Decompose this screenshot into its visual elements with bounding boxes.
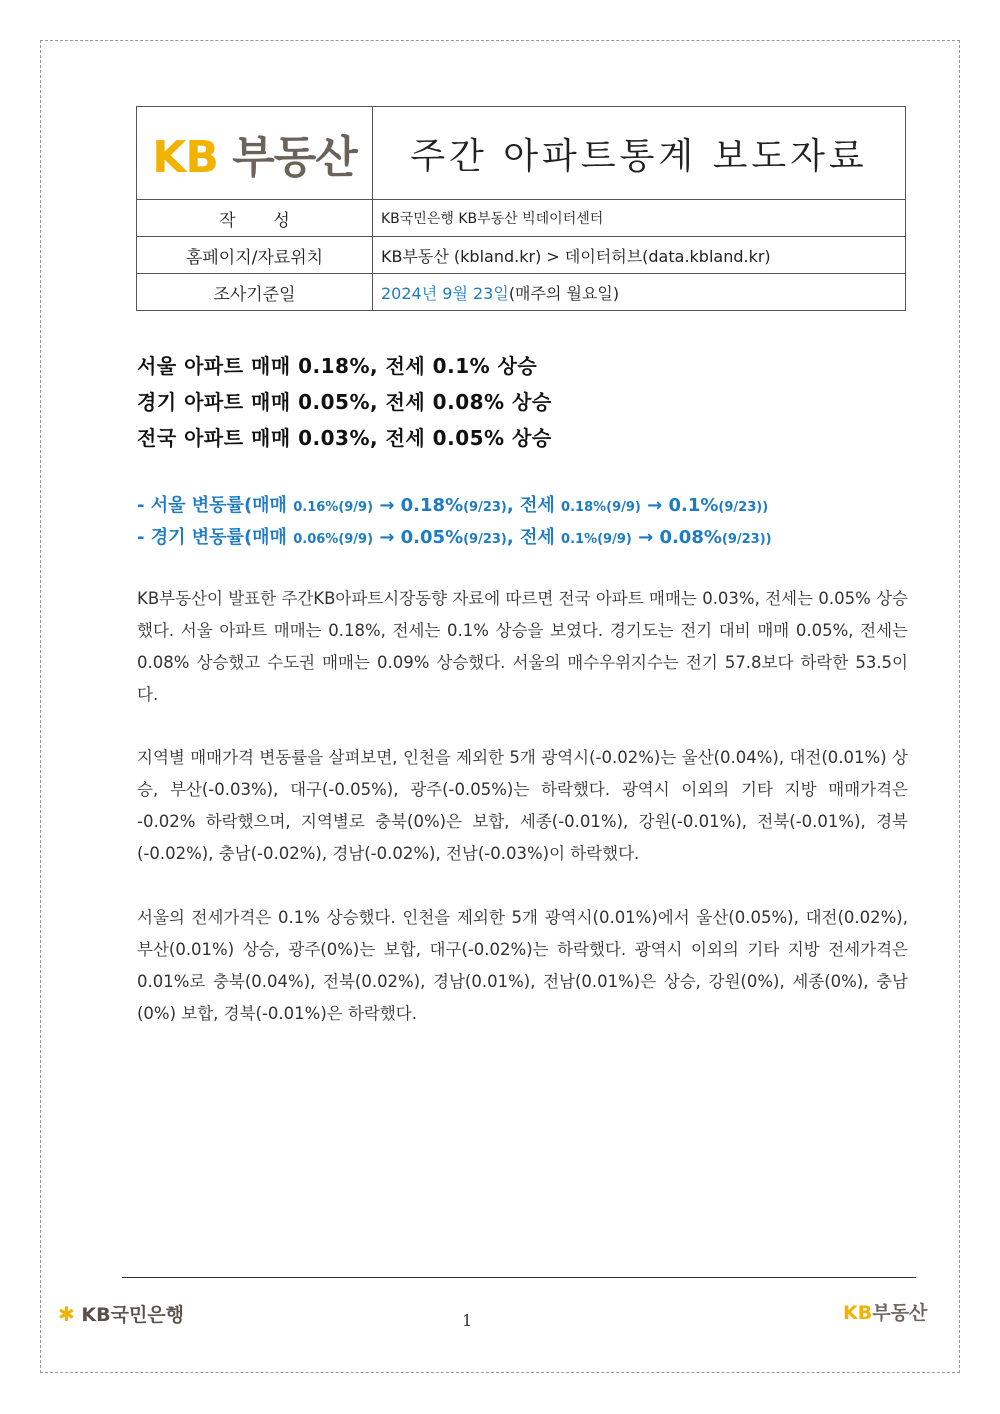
sub-gyeonggi-change: - 경기 변동률(매매 0.06%(9/9) → 0.05%(9/23), 전세 0.1%(9/9) → 0.08%(9/23)) (137, 527, 772, 548)
homepage-value: KB부동산 (kbland.kr) > 데이터허브(data.kbland.kr) (373, 237, 906, 274)
survey-date-note: (매주의 월요일) (508, 283, 620, 303)
logo-name: 부동산 (232, 132, 357, 183)
document-title: 주간 아파트통계 보도자료 (373, 107, 906, 200)
paragraph-jeonse: 서울의 전세가격은 0.1% 상승했다. 인천을 제외한 5개 광역시(0.01%)에서 울산(0.05%), 대전(0.02%), 부산(0.01%) 상승, 광주(0%)는 보합, 대구(-0.02%)는 하락했다. 광역시 이외의 기타 지방 전세가격은 0.01%로 충북(0.04%), 전북(0.02%), 경남(0.01%), 전남(0.01%)은 상승, 강원(0%), 세종(0%), 충남(0%) 보합, 경북(-0.01%)은 하락했다. (137, 908, 908, 1023)
kb-budongsan-logo (137, 107, 373, 200)
kb-star-icon: ✱ (58, 1302, 75, 1326)
headline-national: 전국 아파트 매매 0.03%, 전세 0.05% 상승 (137, 426, 552, 450)
footer-divider (122, 1277, 916, 1278)
kb-bank-logo: ✱ KB국민은행 (58, 1302, 185, 1326)
footer-budongsan-logo: KB부동산 (843, 1302, 928, 1324)
page-number: 1 (462, 1311, 473, 1330)
sub-seoul-change: - 서울 변동률(매매 0.16%(9/9) → 0.18%(9/23), 전세 0.18%(9/9) → 0.1%(9/23)) (137, 495, 769, 516)
paragraph-sale-by-region: 지역별 매매가격 변동률을 살펴보면, 인천을 제외한 5개 광역시(-0.02%)는 울산(0.04%), 대전(0.01%) 상승, 부산(-0.03%), 대구(-0.05%), 광주(-0.05%)는 하락했다. 광역시 이외의 기타 지방 매매가격은 -0.02% 하락했으며, 지역별로 충북(0%)은 보합, 세종(-0.01%), 강원(-0.01%), 전북(-0.01%), 경북(-0.02%), 충남(-0.02%), 경남(-0.02%), 전남(-0.03%)이 하락했다. (137, 748, 908, 863)
survey-date-label: 조사기준일 (137, 274, 373, 311)
homepage-label: 홈페이지/자료위치 (137, 237, 373, 274)
survey-date-value (373, 274, 906, 311)
logo-kb: KB (152, 132, 218, 183)
headline-seoul: 서울 아파트 매매 0.18%, 전세 0.1% 상승 (137, 354, 538, 378)
paragraph-summary: KB부동산이 발표한 주간KB아파트시장동향 자료에 따르면 전국 아파트 매매는 0.03%, 전세는 0.05% 상승했다. 서울 아파트 매매는 0.18%, 전세는 0.1% 상승을 보였다. 경기도는 전기 대비 매매 0.05%, 전세는 0.08% 상승했고 수도권 매매는 0.09% 상승했다. 서울의 매수우위지수는 전기 57.8보다 하락한 53.5이다. (137, 589, 908, 704)
author-value: KB국민은행 KB부동산 빅데이터센터 (373, 200, 906, 237)
survey-date: 2024년 9월 23일 (381, 283, 509, 303)
headline-gyeonggi: 경기 아파트 매매 0.05%, 전세 0.08% 상승 (137, 390, 552, 414)
header-table (136, 106, 906, 311)
author-label: 작 성 (137, 200, 373, 237)
